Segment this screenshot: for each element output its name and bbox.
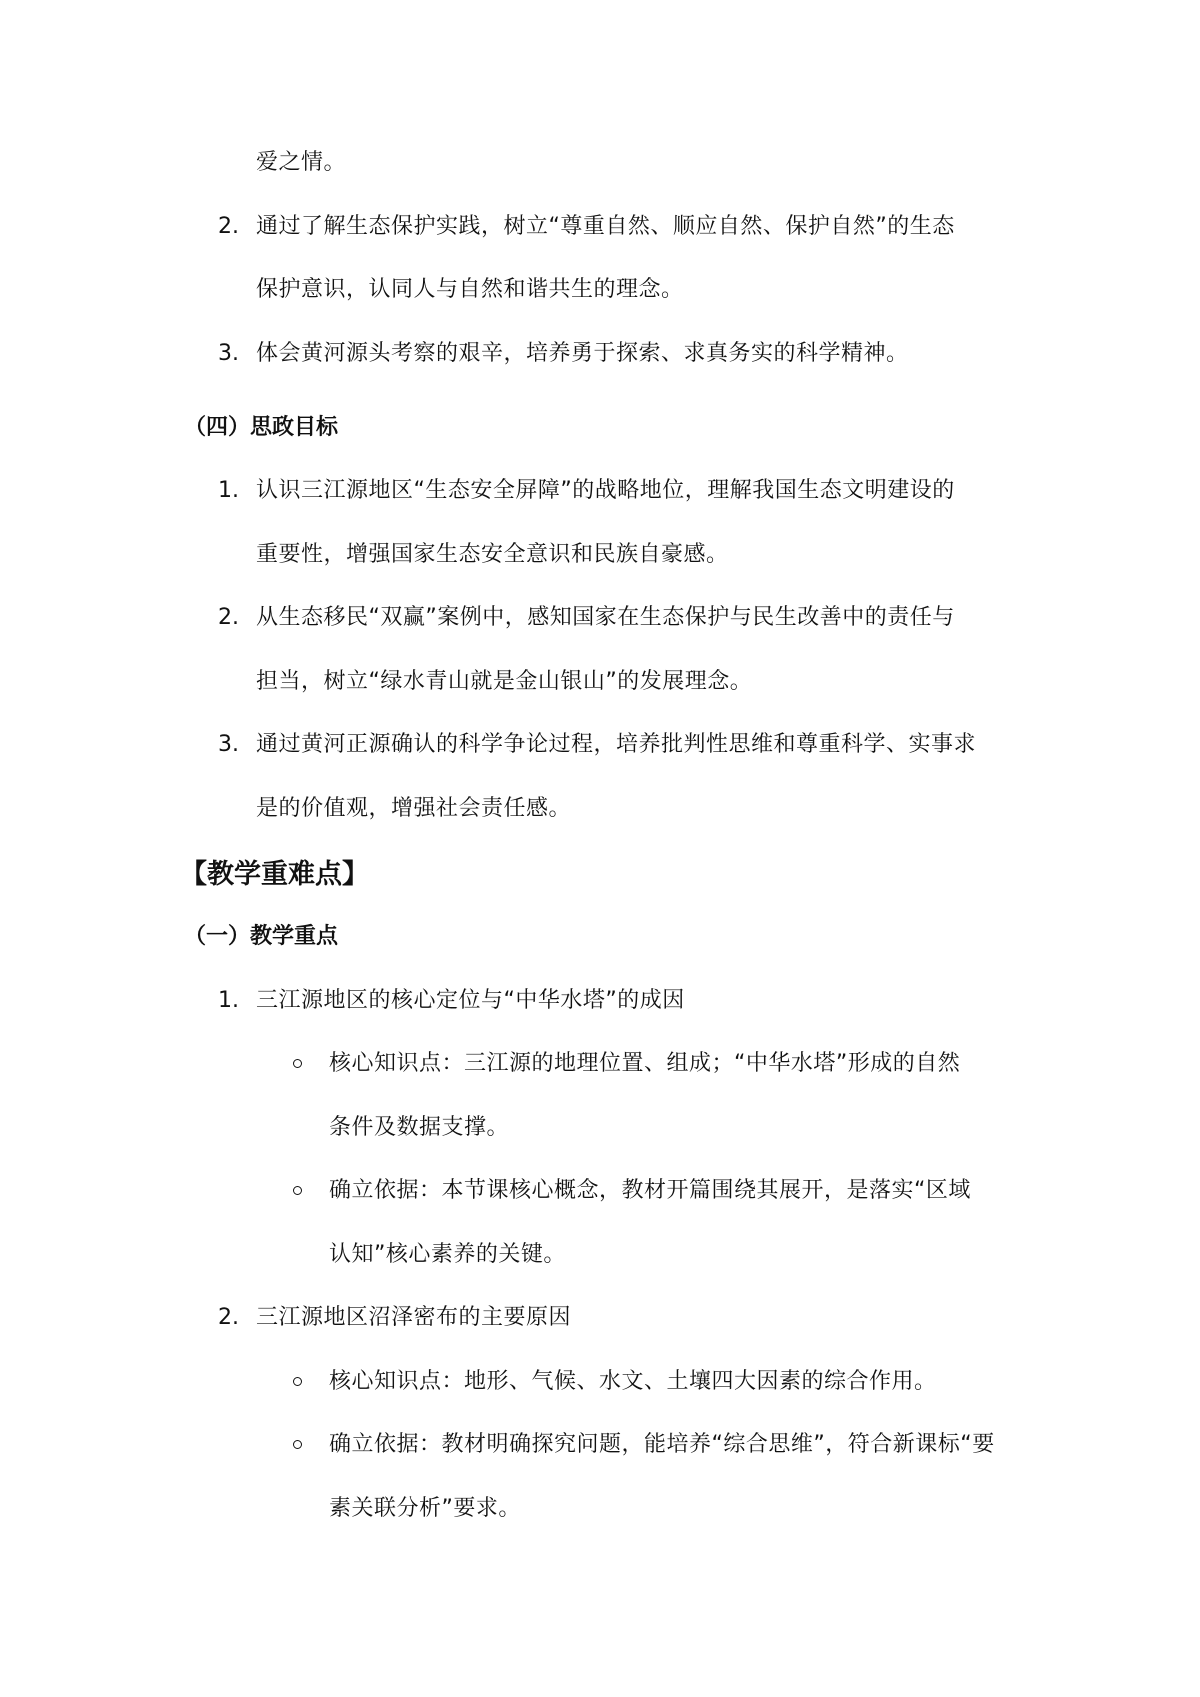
- key-point-1-bullet-2-line-2: 认知”核心素养的关键。: [329, 1242, 566, 1267]
- key-point-1-number: 1.: [218, 988, 239, 1013]
- ideology-goal-3-line-1: 通过黄河正源确认的科学争论过程，培养批判性思维和尊重科学、实事求: [256, 732, 977, 757]
- key-point-1-title: 三江源地区的核心定位与“中华水塔”的成因: [256, 988, 685, 1013]
- ideology-goals-heading: （四）思政目标: [184, 415, 339, 440]
- key-difficult-heading: 【教学重难点】: [180, 859, 369, 890]
- ideology-goal-1-line-2: 重要性，增强国家生态安全意识和民族自豪感。: [256, 542, 729, 567]
- key-point-1-bullet-2-line-1: 确立依据：本节课核心概念，教材开篇围绕其展开，是落实“区域: [329, 1178, 971, 1203]
- ideology-goal-2-line-1: 从生态移民“双赢”案例中，感知国家在生态保护与民生改善中的责任与: [256, 605, 955, 630]
- ideology-goal-3-line-2: 是的价值观，增强社会责任感。: [256, 796, 572, 821]
- emotion-goal-3-number: 3.: [218, 341, 239, 366]
- ideology-goal-2-number: 2.: [218, 605, 239, 630]
- emotion-goal-3-line-1: 体会黄河源头考察的艰辛，培养勇于探索、求真务实的科学精神。: [256, 341, 909, 366]
- key-point-2-bullet-2-line-1: 确立依据：教材明确探究问题，能培养“综合思维”，符合新课标“要: [329, 1432, 995, 1457]
- ideology-goal-1-line-1: 认识三江源地区“生态安全屏障”的战略地位，理解我国生态文明建设的: [256, 478, 955, 503]
- emotion-goal-1-continuation: 爱之情。: [256, 150, 347, 175]
- ideology-goal-2-line-2: 担当，树立“绿水青山就是金山银山”的发展理念。: [256, 669, 753, 694]
- emotion-goal-2-line-2: 保护意识，认同人与自然和谐共生的理念。: [256, 277, 684, 302]
- key-points-heading: （一）教学重点: [184, 924, 339, 949]
- key-point-2-title: 三江源地区沼泽密布的主要原因: [256, 1305, 572, 1330]
- key-point-2-bullet-2-line-2: 素关联分析”要求。: [329, 1496, 521, 1521]
- key-point-2-bullet-1-line-1: 核心知识点：地形、气候、水文、土壤四大因素的综合作用。: [329, 1369, 937, 1394]
- emotion-goal-2-line-1: 通过了解生态保护实践，树立“尊重自然、顺应自然、保护自然”的生态: [256, 214, 955, 239]
- circle-bullet-icon: [293, 1377, 302, 1386]
- key-point-2-number: 2.: [218, 1305, 239, 1330]
- ideology-goal-1-number: 1.: [218, 478, 239, 503]
- key-point-1-bullet-1-line-1: 核心知识点：三江源的地理位置、组成；“中华水塔”形成的自然: [329, 1051, 961, 1076]
- circle-bullet-icon: [293, 1440, 302, 1449]
- circle-bullet-icon: [293, 1059, 302, 1068]
- circle-bullet-icon: [293, 1186, 302, 1195]
- emotion-goal-2-number: 2.: [218, 214, 239, 239]
- ideology-goal-3-number: 3.: [218, 732, 239, 757]
- key-point-1-bullet-1-line-2: 条件及数据支撑。: [329, 1115, 510, 1140]
